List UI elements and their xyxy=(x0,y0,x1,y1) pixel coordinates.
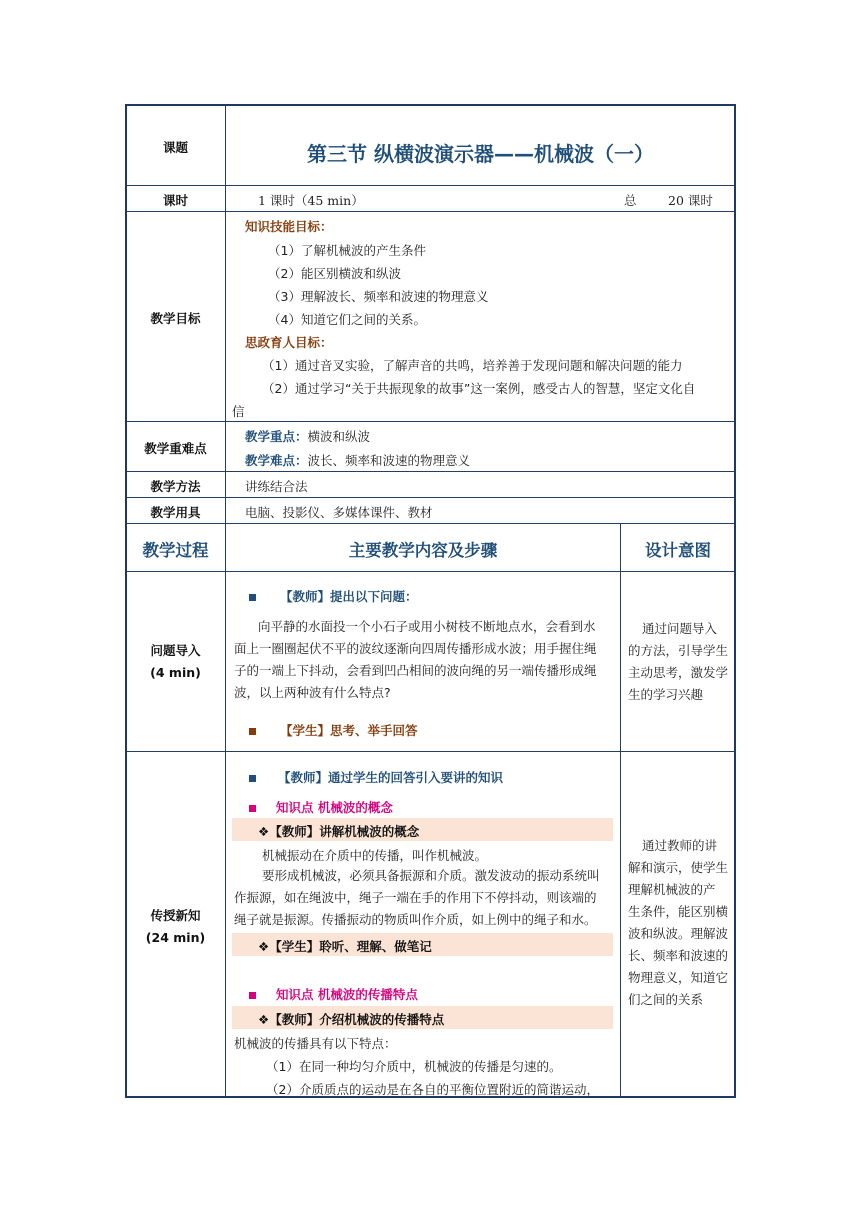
question-paragraph xyxy=(234,616,614,704)
teacher-prompt: 【教师】提出以下问题： xyxy=(280,589,418,604)
definition-line: 机械振动在介质中的传播，叫作机械波。 xyxy=(262,848,488,863)
student-response: 【学生】思考、举手回答 xyxy=(280,723,418,738)
method-value: 讲练结合法 xyxy=(245,479,308,494)
ideology-item: （2）通过学习“关于共振现象的故事”这一案例，感受古人的智慧，坚定文化自 xyxy=(262,381,696,396)
column-divider xyxy=(620,523,621,1097)
knowledge-item: （1）了解机械波的产生条件 xyxy=(268,243,426,258)
method-label: 教学方法 xyxy=(150,479,201,494)
column-divider xyxy=(225,105,226,1097)
page-title: 第三节 纵横波演示器——机械波（一） xyxy=(307,142,654,166)
teacher-intro: 【教师】通过学生的回答引入要讲的知识 xyxy=(278,770,504,785)
intent-line: 理解机械波的产 xyxy=(628,882,716,897)
stage-label: 问题导入 xyxy=(150,643,201,658)
paragraph-line: 作振源，如在绳波中，绳子一端在手的作用下不停抖动，则该端的 xyxy=(234,890,597,905)
row-divider xyxy=(126,471,735,472)
ideology-item-continued: 信 xyxy=(232,404,245,419)
intent-line: 主动思考，激发学 xyxy=(628,665,729,680)
bullet-square-icon xyxy=(249,805,256,812)
stage-time: (4 min) xyxy=(150,665,201,680)
objectives-label: 教学目标 xyxy=(150,311,201,326)
bullet-square-icon xyxy=(249,992,256,999)
row-divider xyxy=(126,751,735,752)
total-hours: 20 课时 xyxy=(668,193,713,208)
total-label: 总 xyxy=(624,193,637,208)
row-divider xyxy=(126,211,735,212)
teacher-step: ❖【教师】介绍机械波的传播特点 xyxy=(258,1012,445,1027)
key-points-label: 教学重难点 xyxy=(144,441,207,456)
intent-line: 解和演示，使学生 xyxy=(628,860,729,875)
tools-value: 电脑、投影仪、多媒体课件、教材 xyxy=(245,505,433,520)
paragraph-line: 要形成机械波，必须具备振源和介质。激发波动的振动系统叫 xyxy=(262,868,600,883)
intent-line: 生的学习兴趣 xyxy=(628,687,704,702)
intent-line: 通过教师的讲 xyxy=(642,838,718,853)
knowledge-point-title: 知识点 机械波的概念 xyxy=(276,800,393,815)
feature-intro: 机械波的传播具有以下特点： xyxy=(234,1036,397,1051)
intent-line: 波和纵波。理解波 xyxy=(628,926,729,941)
tools-label: 教学用具 xyxy=(150,505,201,520)
hours-label: 课时 xyxy=(162,193,188,208)
hours-value: 1 课时（45 min） xyxy=(258,193,364,208)
paragraph-line: 绳子就是振源。传播振动的物质叫作介质，如上例中的绳子和水。 xyxy=(234,912,597,927)
student-step: ❖【学生】聆听、理解、做笔记 xyxy=(258,939,432,954)
row-divider xyxy=(126,571,735,572)
bullet-square-icon xyxy=(249,728,256,735)
intent-line: 通过问题导入 xyxy=(642,621,718,636)
process-header: 教学过程 xyxy=(142,541,209,560)
focus-label: 教学重点： xyxy=(245,429,308,444)
intent-line: 的方法，引导学生 xyxy=(628,643,729,658)
intent-header: 设计意图 xyxy=(645,541,711,560)
intent-text xyxy=(628,835,734,1011)
stage-label: 传授新知 xyxy=(150,908,201,923)
paragraph-line: 面上一圈圈起伏不平的波纹逐渐向四周传播形成水波；用手握住绳 xyxy=(234,641,597,656)
concept-paragraph xyxy=(234,865,614,931)
stage-time: (24 min) xyxy=(145,930,206,945)
bullet-square-icon xyxy=(249,775,256,782)
row-divider xyxy=(126,523,735,524)
feature-item: （2）介质质点的运动是在各自的平衡位置附近的简谐运动， xyxy=(266,1082,599,1097)
paragraph-line: 波，以上两种波有什么特点? xyxy=(234,685,391,700)
intent-line: 生条件，能区别横 xyxy=(628,904,729,919)
knowledge-point-title: 知识点 机械波的传播特点 xyxy=(276,987,418,1002)
knowledge-item: （4）知道它们之间的关系。 xyxy=(268,312,426,327)
focus-value: 横波和纵波 xyxy=(307,429,371,444)
ideology-heading: 思政育人目标： xyxy=(245,335,333,350)
feature-item: （1）在同一种均匀介质中，机械波的传播是匀速的。 xyxy=(266,1059,562,1074)
paragraph-line: 子的一端上下抖动，会看到凹凸相间的波向绳的另一端传播形成绳 xyxy=(234,663,597,678)
row-divider xyxy=(126,497,735,498)
difficulty-value: 波长、频率和波速的物理意义 xyxy=(307,453,471,468)
content-header: 主要教学内容及步骤 xyxy=(348,541,498,560)
bullet-square-icon xyxy=(249,594,256,601)
row-divider xyxy=(126,185,735,186)
intent-line: 物理意义，知道它 xyxy=(628,970,729,985)
teacher-step: ❖【教师】讲解机械波的概念 xyxy=(258,824,420,839)
difficulty-label: 教学难点： xyxy=(245,453,308,468)
knowledge-item: （3）理解波长、频率和波速的物理意义 xyxy=(268,289,489,304)
row-divider xyxy=(126,421,735,422)
intent-text xyxy=(628,618,734,706)
intent-line: 长、频率和波速的 xyxy=(628,948,729,963)
knowledge-item: （2）能区别横波和纵波 xyxy=(268,266,401,281)
intent-line: 们之间的关系 xyxy=(628,992,704,1007)
ideology-item: （1）通过音叉实验，了解声音的共鸣，培养善于发现问题和解决问题的能力 xyxy=(262,358,683,373)
title-label: 课题 xyxy=(162,140,188,155)
knowledge-heading: 知识技能目标： xyxy=(245,219,333,234)
paragraph-line: 向平静的水面投一个小石子或用小树枝不断地点水，会看到水 xyxy=(258,619,596,634)
